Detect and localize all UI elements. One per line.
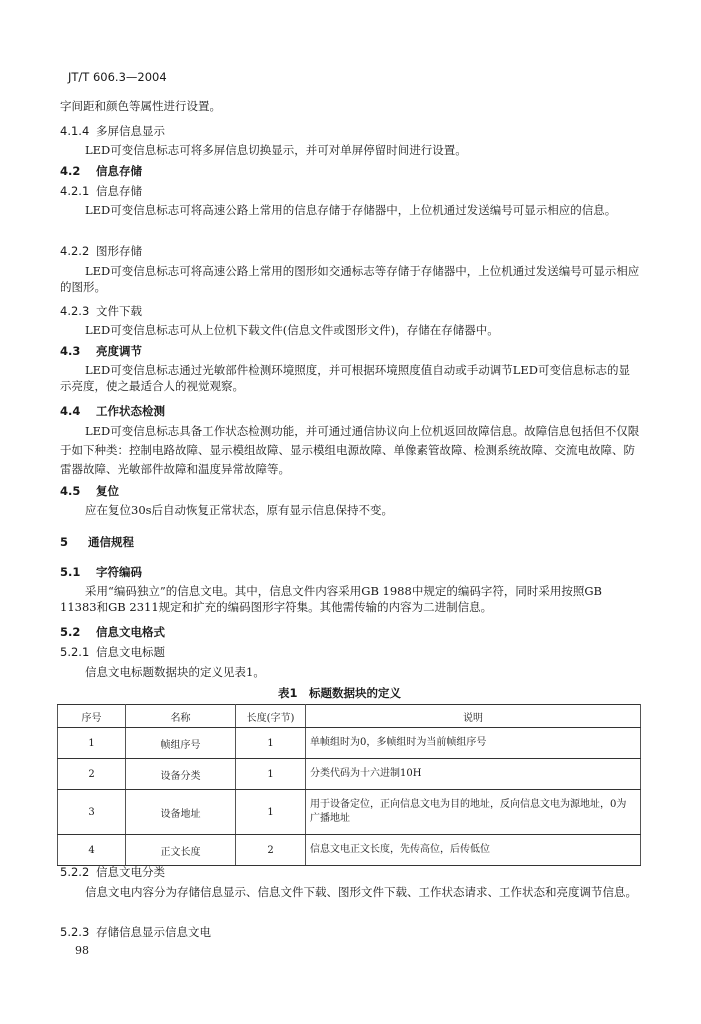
table-row (58, 759, 641, 790)
heading-title: 存储信息显示信息文电 (96, 925, 211, 939)
heading-number: 4.2 (60, 164, 81, 178)
paragraph-4-4: LED可变信息标志具备工作状态检测功能，并可通过通信协议向上位机返回故障信息。故障信息包括但不仅限于如下种类：控制电路故障、显示模组故障、显示模组电源故障、单像素管故障、检测系统故障、交流电故障、防雷器故障、光敏部件故障和温度异常故障等。 (60, 424, 640, 476)
heading-title: 亮度调节 (96, 344, 142, 358)
heading-title: 信息文电分类 (96, 865, 165, 879)
cell-description: 分类代码为十六进制10H (306, 759, 641, 790)
paragraph-4-2-2: LED可变信息标志可将高速公路上常用的图形如交通标志等存储于存储器中，上位机通过发送编号可显示相应的图形。 (60, 264, 640, 294)
page-header: JT/T 606.3—2004 (68, 70, 167, 84)
heading-title: 通信规程 (88, 535, 134, 549)
header-description: 说明 (306, 705, 641, 728)
heading-number: 5.2.1 (60, 645, 90, 659)
heading-4-2 (60, 163, 142, 179)
paragraph-4-5: 应在复位30s后自动恢复正常状态，原有显示信息保持不变。 (85, 503, 394, 517)
cell-description: 单帧组时为0，多帧组时为当前帧组序号 (306, 728, 641, 759)
heading-number: 5.1 (60, 565, 81, 579)
heading-5-1 (60, 564, 142, 580)
heading-number: 5 (60, 535, 69, 549)
paragraph-5-2-2: 信息文电内容分为存储信息显示、信息文件下载、图形文件下载、工作状态请求、工作状态和亮度调节信息。 (85, 885, 637, 899)
heading-title: 字符编码 (96, 565, 142, 579)
heading-number: 5.2.3 (60, 925, 90, 939)
cell-name: 帧组序号 (126, 728, 236, 759)
cell-length: 1 (236, 759, 306, 790)
cell-name: 设备地址 (126, 790, 236, 835)
heading-title: 复位 (96, 484, 119, 498)
heading-number: 5.2 (60, 625, 81, 639)
heading-5-2-1 (60, 644, 165, 660)
paragraph-5-1: 采用“编码独立”的信息文电。其中，信息文件内容采用GB 1988中规定的编码字符，同时采用按照GB 11383和GB 2311规定和扩充的编码图形字符集。其他需传输的内容为二进制信息。 (60, 584, 602, 614)
cell-length: 1 (236, 728, 306, 759)
cell-length: 2 (236, 835, 306, 866)
header-seq: 序号 (58, 705, 126, 728)
heading-number: 5.2.2 (60, 865, 90, 879)
cell-description: 用于设备定位，正向信息文电为目的地址，反向信息文电为源地址，0为广播地址 (306, 790, 641, 835)
heading-number: 4.1.4 (60, 124, 90, 138)
heading-title: 多屏信息显示 (96, 124, 165, 138)
table-row (58, 728, 641, 759)
heading-4-2-1 (60, 183, 142, 199)
cell-description: 信息文电正文长度，先传高位，后传低位 (306, 835, 641, 866)
heading-5-2-3 (60, 924, 211, 940)
cell-seq: 1 (58, 728, 126, 759)
heading-title: 文件下载 (96, 304, 142, 318)
heading-number: 4.4 (60, 404, 81, 418)
heading-4-2-3 (60, 303, 142, 319)
heading-title: 信息文电格式 (96, 625, 165, 639)
heading-title: 工作状态检测 (96, 404, 165, 418)
heading-title: 信息存储 (96, 184, 142, 198)
paragraph-5-2-1: 信息文电标题数据块的定义见表1。 (85, 665, 265, 679)
cell-length: 1 (236, 790, 306, 835)
cell-name: 正文长度 (126, 835, 236, 866)
header-name: 名称 (126, 705, 236, 728)
header-length: 长度(字节) (236, 705, 306, 728)
paragraph-4-2-3: LED可变信息标志可从上位机下载文件(信息文件或图形文件)，存储在存储器中。 (85, 323, 499, 337)
heading-4-1-4 (60, 123, 165, 139)
heading-number: 4.2.2 (60, 244, 90, 258)
heading-4-3 (60, 343, 142, 359)
paragraph-continuation: 字间距和颜色等属性进行设置。 (60, 99, 221, 113)
cell-seq: 3 (58, 790, 126, 835)
cell-seq: 2 (58, 759, 126, 790)
cell-seq: 4 (58, 835, 126, 866)
heading-number: 4.3 (60, 344, 81, 358)
paragraph-4-1-4: LED可变信息标志可将多屏信息切换显示，并可对单屏停留时间进行设置。 (85, 143, 467, 157)
heading-4-5 (60, 483, 119, 499)
cell-name: 设备分类 (126, 759, 236, 790)
heading-title: 信息存储 (96, 164, 142, 178)
heading-5-2-2 (60, 864, 165, 880)
table-header-row (58, 705, 641, 728)
heading-5-2 (60, 624, 165, 640)
paragraph-4-3: LED可变信息标志通过光敏部件检测环境照度，并可根据环境照度值自动或手动调节LED可变信息标志的显示亮度，使之最适合人的视觉观察。 (60, 363, 630, 393)
table-caption: 表1 标题数据块的定义 (278, 686, 402, 700)
heading-number: 4.2.3 (60, 304, 90, 318)
table-row (58, 790, 641, 835)
heading-4-4 (60, 403, 165, 419)
heading-title: 信息文电标题 (96, 645, 165, 659)
heading-number: 4.2.1 (60, 184, 90, 198)
table-row (58, 835, 641, 866)
heading-4-2-2 (60, 243, 142, 259)
title-block-table (57, 704, 641, 866)
heading-number: 4.5 (60, 484, 81, 498)
heading-5 (60, 534, 134, 550)
heading-title: 图形存储 (96, 244, 142, 258)
paragraph-4-2-1: LED可变信息标志可将高速公路上常用的信息存储于存储器中，上位机通过发送编号可显示相应的信息。 (85, 203, 617, 217)
page-number: 98 (75, 944, 89, 957)
